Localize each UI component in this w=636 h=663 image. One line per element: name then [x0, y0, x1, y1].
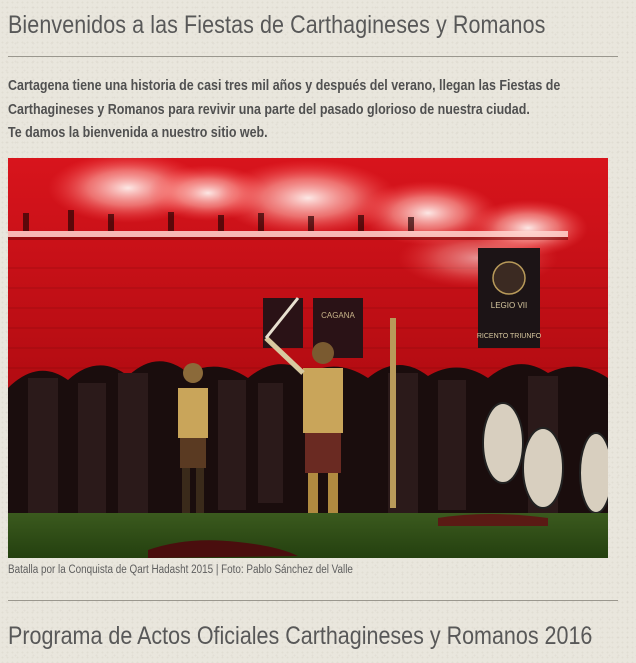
- section-title: Programa de Actos Oficiales Carthagineses y Romanos 2016: [8, 622, 593, 650]
- banner-right: [477, 248, 542, 348]
- svg-text:CAGANA: CAGANA: [321, 311, 355, 320]
- svg-text:LEGIO VII: LEGIO VII: [490, 301, 528, 310]
- intro-line-3: Te damos la bienvenida a nuestro sitio web.: [8, 125, 268, 141]
- battle-photo: [8, 158, 608, 558]
- battle-photo-illustration: [8, 158, 608, 558]
- section-divider: [8, 600, 618, 601]
- intro-line-1: Cartagena tiene una historia de casi tres mil años y después del verano, llegan las Fiestas de: [8, 78, 561, 94]
- photo-caption: Batalla por la Conquista de Qart Hadasht 2015 | Foto: Pablo Sánchez del Valle: [8, 564, 353, 576]
- intro-line-2: Carthagineses y Romanos para revivir una parte del pasado glorioso de nuestra ciudad.: [8, 101, 530, 118]
- svg-text:RICENTO TRIUNFO: RICENTO TRIUNFO: [476, 333, 542, 340]
- intro-paragraph: [8, 75, 610, 146]
- title-divider: [8, 56, 618, 57]
- page-title: Bienvenidos a las Fiestas de Carthagineses y Romanos: [8, 11, 546, 39]
